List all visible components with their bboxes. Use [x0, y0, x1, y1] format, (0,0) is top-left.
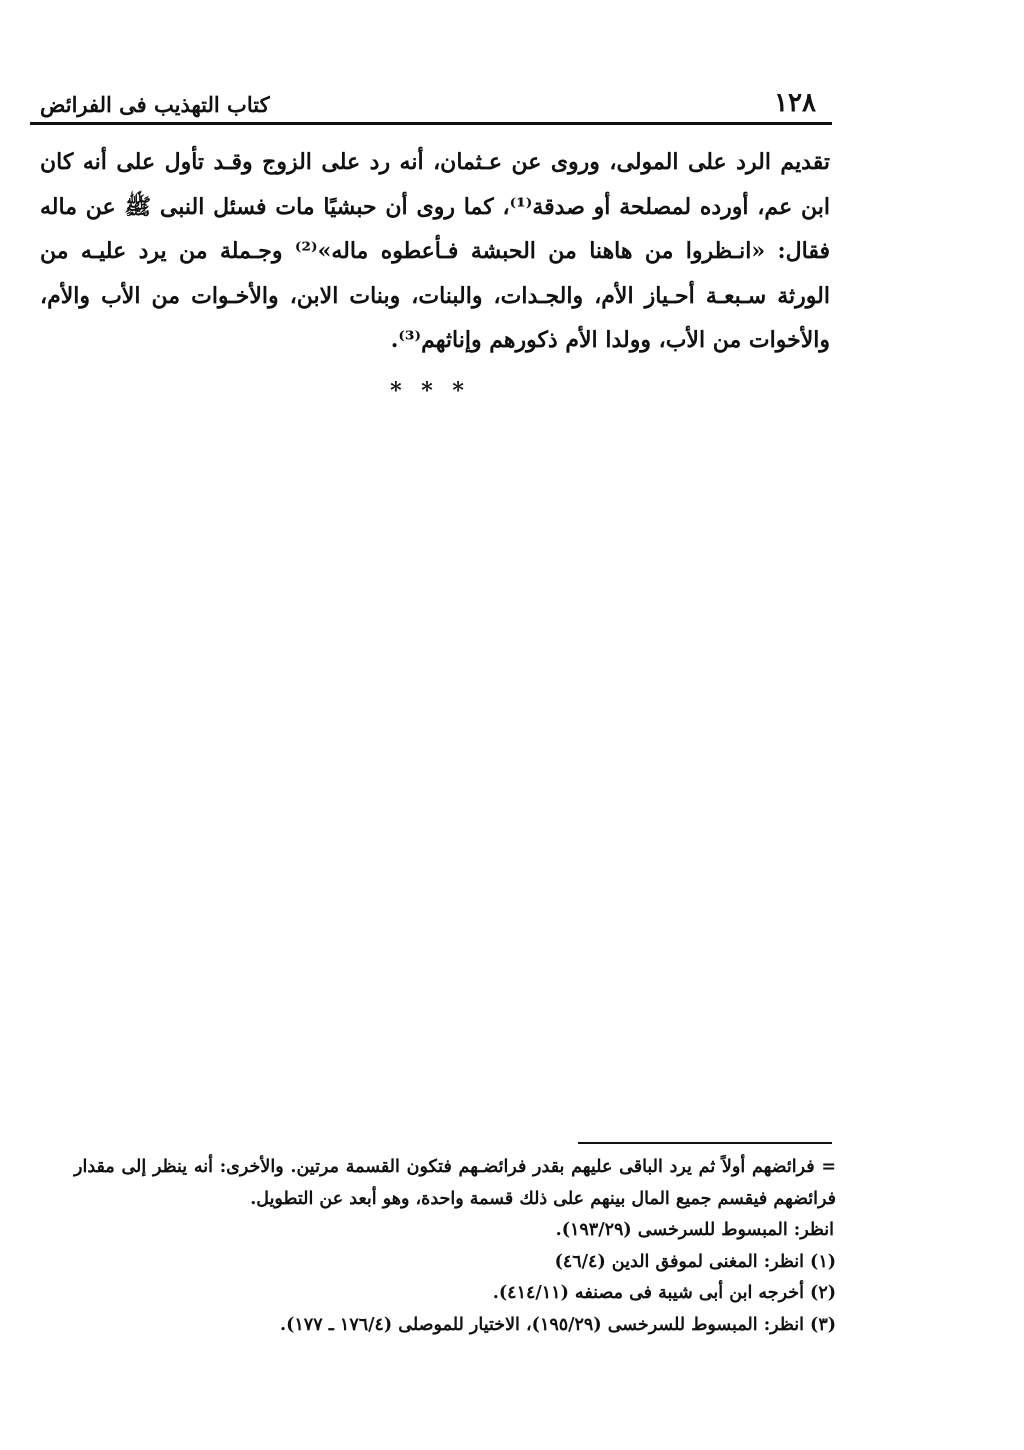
page-header [34, 84, 830, 124]
footnote-continuation-ref: انظر: المبسوط للسرخسى (١٩٣/٢٩). [555, 1220, 834, 1240]
page-number: ١٢٨ [774, 88, 816, 118]
footnote-3: (٣) انظر: المبسوط للسرخسى (١٩٥/٢٩)، الاختيار للموصلى (١٧٦/٤ ـ ١٧٧). [280, 1314, 836, 1335]
main-text [40, 140, 830, 363]
body-paragraph: تقديم الرد على المولى، وروى عن عـثمان، أنه رد على الزوج وقـد تأول على أنه كان ابن عم، أورده لمصلحة أو صدقة⁽¹⁾، كما روى أن حبشيًا مات فسئل النبى ﷺ عن ماله فقال: «انـظروا من هاهنا من الحبشة فـأعطوه ماله»⁽²⁾ وجـملة من يرد عليـه من الورثة سـبعـة أحـياز الأم، والجـدات، والبنات، وبنات الابن، والأخـوات من الأب والأم، والأخوات من الأب، وولدا الأم ذكورهم وإناثهم⁽³⁾. [40, 149, 830, 354]
footnotes [74, 1152, 836, 1341]
footnote-rule [578, 1142, 832, 1144]
footnote-2: (٢) أخرجه ابن أبى شيبة فى مصنفه (٤١٤/١١). [492, 1283, 836, 1303]
running-title: كتاب التهذيب فى الفرائض [40, 92, 270, 117]
section-separator: * * * [390, 378, 470, 404]
footnote-1: (١) انظر: المغنى لموفق الدين (٤٦/٤) [554, 1251, 836, 1272]
footnote-continuation: = فرائضهم أولاً ثم يرد الباقى عليهم بقدر فرائضـهم فتكون القسمة مرتين. والأخرى: أنه ينظر إلى مقدار فرائضهم فيقسم جميع المال بينهم على ذلك قسمة واحدة، وهو أبعد عن التطويل. [74, 1157, 836, 1209]
header-rule [30, 122, 832, 125]
